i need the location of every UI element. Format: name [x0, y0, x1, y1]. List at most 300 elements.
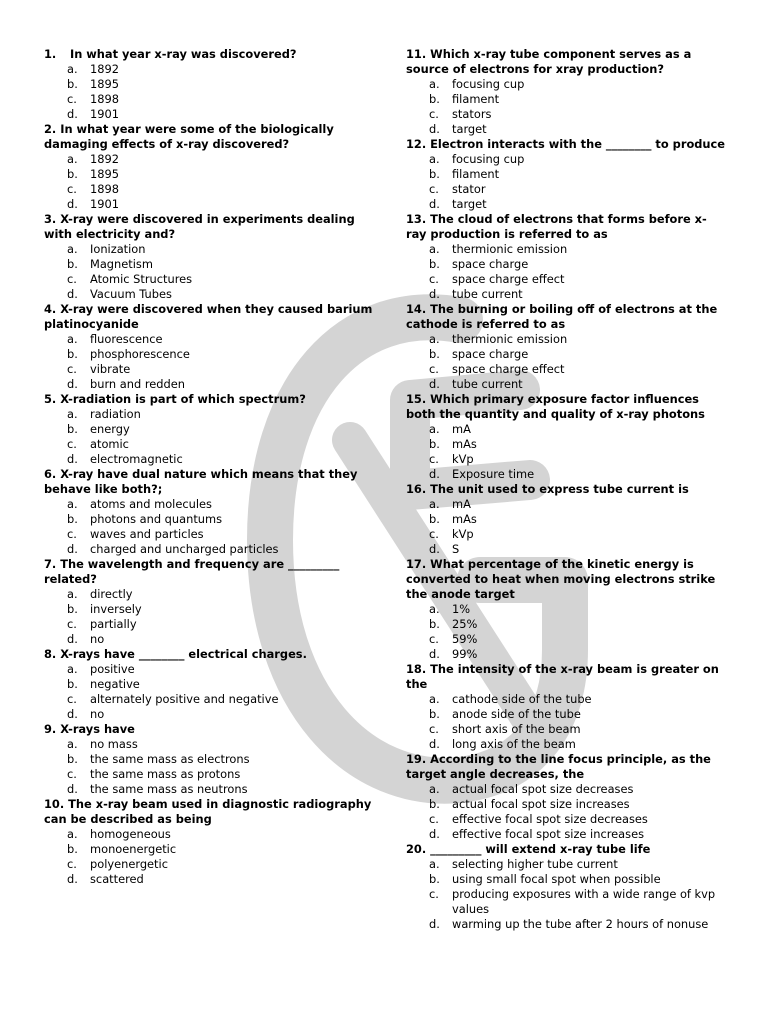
option-text: kVp — [452, 527, 474, 541]
question-text — [406, 137, 726, 152]
question-block — [406, 752, 726, 842]
option-item — [406, 707, 726, 722]
option-text: 1895 — [90, 77, 119, 91]
option-letter: a. — [429, 497, 440, 511]
option-letter: a. — [67, 242, 78, 256]
option-letter: b. — [67, 257, 78, 271]
option-list — [406, 332, 726, 392]
option-item — [406, 77, 726, 92]
question-text — [44, 122, 374, 152]
question-text — [406, 662, 726, 692]
option-item — [406, 257, 726, 272]
question-number: 15. — [406, 392, 427, 406]
option-letter: d. — [67, 377, 78, 391]
option-list — [406, 152, 726, 212]
question-block — [44, 47, 374, 122]
option-letter: c. — [429, 527, 439, 541]
option-item — [406, 107, 726, 122]
option-item — [406, 287, 726, 302]
option-item — [44, 347, 374, 362]
question-number: 18. — [406, 662, 427, 676]
option-text: burn and redden — [90, 377, 185, 391]
option-text: positive — [90, 662, 135, 676]
question-number: 13. — [406, 212, 427, 226]
option-text: space charge — [452, 257, 529, 271]
option-letter: c. — [429, 887, 439, 901]
option-item — [406, 347, 726, 362]
option-letter: a. — [67, 497, 78, 511]
option-item — [406, 497, 726, 512]
option-list — [406, 497, 726, 557]
question-number: 8. — [44, 647, 57, 661]
option-list — [406, 77, 726, 137]
option-letter: b. — [67, 512, 78, 526]
option-letter: b. — [429, 257, 440, 271]
option-letter: c. — [67, 92, 77, 106]
option-letter: b. — [429, 617, 440, 631]
question-block — [44, 797, 374, 887]
option-item — [406, 737, 726, 752]
option-item — [44, 662, 374, 677]
option-text: 1898 — [90, 182, 119, 196]
option-text: focusing cup — [452, 152, 525, 166]
option-text: no — [90, 632, 105, 646]
question-label: X-rays have ________ electrical charges. — [60, 647, 307, 661]
option-item — [406, 542, 726, 557]
option-text: actual focal spot size increases — [452, 797, 630, 811]
option-letter: a. — [429, 857, 440, 871]
question-label: X-ray were discovered when they caused barium platinocyanide — [44, 302, 373, 331]
question-number: 14. — [406, 302, 427, 316]
option-item — [406, 467, 726, 482]
option-item — [44, 287, 374, 302]
option-text: space charge effect — [452, 362, 565, 376]
option-list — [406, 692, 726, 752]
option-item — [406, 437, 726, 452]
option-letter: d. — [429, 122, 440, 136]
question-label: The x-ray beam used in diagnostic radiography can be described as being — [44, 797, 372, 826]
option-text: vibrate — [90, 362, 131, 376]
option-item — [44, 632, 374, 647]
option-item — [406, 872, 726, 887]
option-item — [44, 542, 374, 557]
option-text: partially — [90, 617, 137, 631]
question-number: 20. — [406, 842, 427, 856]
option-list — [44, 827, 374, 887]
option-list — [406, 857, 726, 932]
option-letter: d. — [67, 542, 78, 556]
option-letter: c. — [67, 617, 77, 631]
question-block — [406, 842, 726, 932]
option-text: mA — [452, 422, 471, 436]
option-letter: d. — [429, 542, 440, 556]
question-number: 2. — [44, 122, 57, 136]
option-item — [44, 437, 374, 452]
question-text — [406, 557, 726, 602]
question-text — [44, 392, 374, 407]
option-letter: d. — [429, 467, 440, 481]
option-text: 25% — [452, 617, 478, 631]
option-list — [44, 152, 374, 212]
option-letter: c. — [429, 812, 439, 826]
question-label: X-ray were discovered in experiments dealing with electricity and? — [44, 212, 355, 241]
option-letter: a. — [67, 407, 78, 421]
option-letter: c. — [429, 182, 439, 196]
option-letter: a. — [67, 827, 78, 841]
option-text: filament — [452, 92, 500, 106]
option-text: selecting higher tube current — [452, 857, 618, 871]
question-number: 9. — [44, 722, 57, 736]
option-text: mA — [452, 497, 471, 511]
question-text — [44, 467, 374, 497]
option-text: space charge effect — [452, 272, 565, 286]
option-letter: b. — [67, 167, 78, 181]
option-text: waves and particles — [90, 527, 204, 541]
option-letter: d. — [67, 197, 78, 211]
question-label: Electron interacts with the ________ to produce — [430, 137, 726, 151]
option-item — [406, 92, 726, 107]
option-letter: c. — [67, 692, 77, 706]
option-item — [44, 512, 374, 527]
option-text: homogeneous — [90, 827, 171, 841]
question-block — [44, 392, 374, 467]
question-label: In what year were some of the biologically damaging effects of x-ray discovered? — [44, 122, 334, 151]
option-letter: d. — [67, 782, 78, 796]
question-label: The burning or boiling off of electrons at the cathode is referred to as — [406, 302, 718, 331]
option-item — [44, 602, 374, 617]
question-block — [44, 722, 374, 797]
option-letter: a. — [429, 782, 440, 796]
question-label: The intensity of the x-ray beam is greater on the — [406, 662, 719, 691]
option-item — [406, 332, 726, 347]
option-text: 1901 — [90, 107, 119, 121]
question-number: 10. — [44, 797, 65, 811]
option-item — [406, 782, 726, 797]
option-list — [406, 782, 726, 842]
option-letter: a. — [67, 152, 78, 166]
option-item — [406, 827, 726, 842]
option-text: anode side of the tube — [452, 707, 581, 721]
option-list — [406, 242, 726, 302]
option-letter: c. — [67, 527, 77, 541]
option-letter: c. — [429, 452, 439, 466]
question-block — [44, 212, 374, 302]
question-text — [406, 47, 726, 77]
option-item — [406, 242, 726, 257]
option-item — [406, 452, 726, 467]
option-item — [44, 497, 374, 512]
option-text: atomic — [90, 437, 129, 451]
option-letter: b. — [67, 752, 78, 766]
option-letter: b. — [429, 167, 440, 181]
question-text — [44, 722, 374, 737]
option-item — [406, 152, 726, 167]
option-text: filament — [452, 167, 500, 181]
option-item — [44, 182, 374, 197]
right-column — [406, 47, 726, 932]
option-text: scattered — [90, 872, 144, 886]
option-letter: d. — [67, 287, 78, 301]
option-letter: b. — [429, 92, 440, 106]
option-letter: c. — [67, 767, 77, 781]
question-text — [406, 302, 726, 332]
option-item — [44, 677, 374, 692]
question-label: What percentage of the kinetic energy is converted to heat when moving electrons strike the anode target — [406, 557, 716, 601]
option-letter: b. — [67, 677, 78, 691]
option-text: alternately positive and negative — [90, 692, 279, 706]
option-item — [44, 197, 374, 212]
option-letter: b. — [429, 512, 440, 526]
option-item — [406, 167, 726, 182]
option-list — [44, 332, 374, 392]
option-item — [406, 602, 726, 617]
option-letter: b. — [429, 797, 440, 811]
question-label: Which x-ray tube component serves as a source of electrons for xray production? — [406, 47, 692, 76]
option-item — [44, 242, 374, 257]
option-letter: d. — [67, 872, 78, 886]
question-text — [406, 482, 726, 497]
option-text: Magnetism — [90, 257, 153, 271]
option-letter: a. — [429, 242, 440, 256]
option-text: thermionic emission — [452, 332, 568, 346]
option-letter: d. — [67, 632, 78, 646]
option-letter: a. — [429, 332, 440, 346]
question-text — [44, 47, 374, 62]
option-letter: a. — [429, 77, 440, 91]
question-number: 3. — [44, 212, 57, 226]
option-text: stator — [452, 182, 486, 196]
option-letter: a. — [67, 587, 78, 601]
option-text: 1895 — [90, 167, 119, 181]
option-text: effective focal spot size increases — [452, 827, 645, 841]
option-item — [406, 422, 726, 437]
option-letter: c. — [67, 437, 77, 451]
question-number: 12. — [406, 137, 427, 151]
question-label: The unit used to express tube current is — [430, 482, 689, 496]
option-item — [44, 422, 374, 437]
option-text: electromagnetic — [90, 452, 183, 466]
option-letter: d. — [429, 377, 440, 391]
option-item — [406, 812, 726, 827]
question-block — [406, 212, 726, 302]
option-list — [44, 662, 374, 722]
option-text: focusing cup — [452, 77, 525, 91]
question-label: X-radiation is part of which spectrum? — [60, 392, 306, 406]
question-text — [44, 797, 374, 827]
option-letter: a. — [429, 422, 440, 436]
option-text: charged and uncharged particles — [90, 542, 279, 556]
question-number: 17. — [406, 557, 427, 571]
option-item — [44, 62, 374, 77]
option-list — [44, 62, 374, 122]
option-letter: d. — [429, 287, 440, 301]
option-letter: d. — [429, 737, 440, 751]
option-item — [406, 272, 726, 287]
option-letter: d. — [429, 827, 440, 841]
option-text: no — [90, 707, 105, 721]
option-item — [44, 587, 374, 602]
option-letter: c. — [429, 722, 439, 736]
question-block — [406, 302, 726, 392]
option-item — [406, 692, 726, 707]
option-item — [44, 377, 374, 392]
question-label: X-ray have dual nature which means that they behave like both?; — [44, 467, 358, 496]
option-list — [44, 587, 374, 647]
option-item — [44, 737, 374, 752]
option-text: using small focal spot when possible — [452, 872, 661, 886]
option-text: atoms and molecules — [90, 497, 212, 511]
question-block — [406, 47, 726, 137]
option-item — [406, 917, 726, 932]
option-text: inversely — [90, 602, 142, 616]
option-text: the same mass as protons — [90, 767, 241, 781]
option-item — [44, 332, 374, 347]
question-text — [406, 212, 726, 242]
option-text: negative — [90, 677, 140, 691]
option-item — [406, 647, 726, 662]
question-number: 11. — [406, 47, 427, 61]
option-text: 99% — [452, 647, 478, 661]
option-letter: b. — [67, 602, 78, 616]
question-block — [44, 122, 374, 212]
question-number: 7. — [44, 557, 57, 571]
question-block — [44, 302, 374, 392]
option-item — [406, 362, 726, 377]
question-block — [406, 392, 726, 482]
option-text: Atomic Structures — [90, 272, 193, 286]
option-letter: d. — [67, 107, 78, 121]
option-list — [44, 242, 374, 302]
option-text: actual focal spot size decreases — [452, 782, 634, 796]
option-item — [406, 632, 726, 647]
question-text — [44, 647, 374, 662]
question-text — [406, 842, 726, 857]
option-text: space charge — [452, 347, 529, 361]
option-letter: a. — [67, 332, 78, 346]
question-block — [44, 467, 374, 557]
question-label: The cloud of electrons that forms before x-ray production is referred to as — [406, 212, 707, 241]
option-text: the same mass as electrons — [90, 752, 250, 766]
option-letter: d. — [67, 452, 78, 466]
option-letter: d. — [429, 197, 440, 211]
option-text: no mass — [90, 737, 138, 751]
option-letter: c. — [67, 857, 77, 871]
option-item — [44, 77, 374, 92]
option-list — [44, 737, 374, 797]
question-block — [44, 557, 374, 647]
option-letter: b. — [429, 707, 440, 721]
question-block — [406, 482, 726, 557]
option-item — [406, 182, 726, 197]
option-item — [44, 407, 374, 422]
option-item — [406, 197, 726, 212]
option-text: S — [452, 542, 460, 556]
option-item — [44, 257, 374, 272]
option-text: 1898 — [90, 92, 119, 106]
option-letter: a. — [429, 602, 440, 616]
option-text: mAs — [452, 512, 477, 526]
option-item — [44, 92, 374, 107]
option-letter: b. — [67, 842, 78, 856]
option-text: kVp — [452, 452, 474, 466]
option-item — [44, 452, 374, 467]
option-text: phosphorescence — [90, 347, 190, 361]
question-label: In what year x-ray was discovered? — [69, 47, 297, 61]
option-text: thermionic emission — [452, 242, 568, 256]
option-item — [406, 887, 726, 917]
option-list — [406, 602, 726, 662]
option-item — [406, 377, 726, 392]
question-number: 4. — [44, 302, 57, 316]
option-letter: b. — [67, 347, 78, 361]
option-item — [406, 797, 726, 812]
question-number: 1. — [44, 47, 57, 61]
option-letter: c. — [67, 362, 77, 376]
option-item — [44, 617, 374, 632]
option-text: 1892 — [90, 152, 119, 166]
option-item — [406, 527, 726, 542]
option-text: directly — [90, 587, 133, 601]
option-text: 1892 — [90, 62, 119, 76]
question-label: X-rays have — [60, 722, 135, 736]
question-number: 16. — [406, 482, 427, 496]
option-text: radiation — [90, 407, 141, 421]
question-block — [406, 137, 726, 212]
option-item — [406, 512, 726, 527]
option-text: tube current — [452, 287, 523, 301]
question-number: 5. — [44, 392, 57, 406]
option-item — [44, 692, 374, 707]
option-letter: a. — [67, 737, 78, 751]
option-letter: a. — [429, 692, 440, 706]
option-text: short axis of the beam — [452, 722, 581, 736]
option-text: tube current — [452, 377, 523, 391]
question-label: According to the line focus principle, as the target angle decreases, the — [406, 752, 711, 781]
option-item — [406, 722, 726, 737]
option-item — [44, 272, 374, 287]
option-item — [44, 872, 374, 887]
option-text: stators — [452, 107, 492, 121]
question-label: The wavelength and frequency are _________ related? — [44, 557, 340, 586]
option-text: producing exposures with a wide range of kvp values — [452, 887, 716, 916]
question-label: _________ will extend x-ray tube life — [430, 842, 651, 856]
option-item — [406, 857, 726, 872]
option-text: target — [452, 122, 487, 136]
option-item — [44, 362, 374, 377]
option-letter: c. — [429, 272, 439, 286]
question-block — [44, 647, 374, 722]
option-letter: a. — [429, 152, 440, 166]
option-text: fluorescence — [90, 332, 163, 346]
option-text: Exposure time — [452, 467, 535, 481]
option-text: 1901 — [90, 197, 119, 211]
option-letter: b. — [429, 347, 440, 361]
question-text — [44, 212, 374, 242]
option-item — [44, 842, 374, 857]
option-list — [406, 422, 726, 482]
option-text: long axis of the beam — [452, 737, 576, 751]
option-item — [44, 767, 374, 782]
question-label: Which primary exposure factor influences both the quantity and quality of x-ray photons — [406, 392, 705, 421]
option-text: monoenergetic — [90, 842, 177, 856]
option-item — [44, 752, 374, 767]
question-number: 6. — [44, 467, 57, 481]
question-text — [44, 302, 374, 332]
option-item — [44, 152, 374, 167]
option-text: the same mass as neutrons — [90, 782, 248, 796]
option-text: cathode side of the tube — [452, 692, 592, 706]
question-text — [406, 392, 726, 422]
